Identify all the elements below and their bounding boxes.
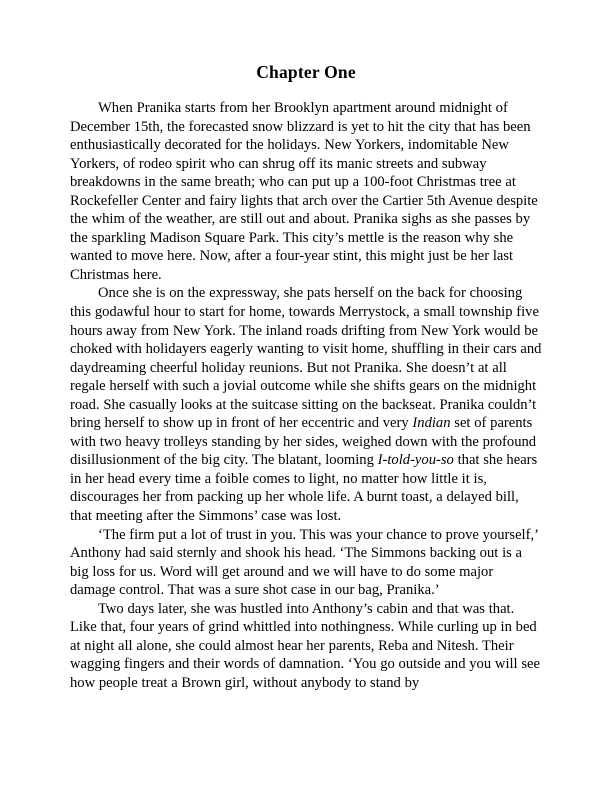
- body-text: [70, 99, 542, 693]
- text-run: Two days later, she was hustled into Anthony’s cabin and that was that. Like that, four years of grind whittled into nothingness. While curling up in bed at night all alone, she could almost hear her parents, Reba and Nitesh. Their wagging fingers and their words of damnation. ‘You go outside and you will see how people treat a Brown girl, without anybody to stand by: [70, 600, 540, 691]
- paragraph: [70, 284, 542, 525]
- text-run: ‘The firm put a lot of trust in you. This was your chance to prove yourself,’ Anthony had said sternly and shook his head. ‘The Simmons backing out is a big loss for us. Word will get around and we will have to do some major damage control. That was a sure shot case in our bag, Pranika.’: [70, 526, 538, 599]
- paragraph: [70, 99, 542, 284]
- text-run: When Pranika starts from her Brooklyn apartment around midnight of December 15th, the forecasted snow blizzard is yet to hit the city that has been enthusiastically decorated for the holidays. New Yorkers, indomitable New Yorkers, of rodeo spirit who can shrug off its manic streets and subway breakdowns in the same breath; who can put up a 100-foot Christmas tree at Rockefeller Center and fairy lights that arch over the Cartier 5th Avenue despite the whim of the weather, are still out and about. Pranika sighs as she passes by the sparkling Madison Square Park. This city’s mettle is the reason why she wanted to move here. Now, after a four-year stint, this might just be her last Christmas here.: [70, 100, 538, 283]
- emphasized-text: Indian: [412, 415, 451, 432]
- text-run: that she hears in her head every time a foible comes to light, no matter how little it is, discourages her from packing up her whole life. A burnt toast, a delayed bill, that meeting after the Simmons’ case was lost.: [70, 452, 538, 525]
- text-run: set of parents with two heavy trolleys standing by her sides, weighed down with the profound disillusionment of the big city. The blatant, looming: [70, 415, 537, 469]
- emphasized-text: I-told-you-so: [377, 452, 454, 469]
- text-run: Once she is on the expressway, she pats herself on the back for choosing this godawful hour to start for home, towards Merrystock, a small township five hours away from New York. The inland roads drifting from New York would be choked with holidayers eagerly wanting to visit home, shuffling in their cars and daydreaming cheerful holiday reunions. But not Pranika. She doesn’t at all regale herself with such a jovial outcome while she shifts gears on the midnight road. She casually looks at the suitcase sitting on the backseat. Pranika couldn’t bring herself to show up in front of her eccentric and very: [70, 285, 542, 432]
- paragraph: [70, 600, 542, 693]
- page-content: [70, 62, 542, 693]
- chapter-title: Chapter One: [256, 62, 356, 82]
- paragraph: [70, 526, 542, 600]
